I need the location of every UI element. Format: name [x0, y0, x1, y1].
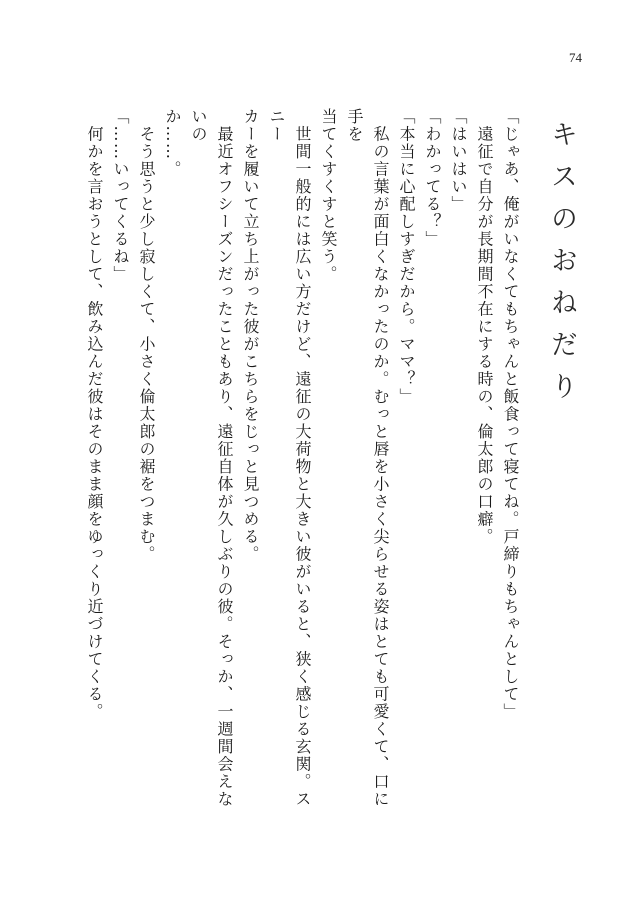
- text-line: 世間一般的には広い方だけど、遠征の大荷物と大きい彼がいると、狭く感じる玄関。スニー: [267, 108, 312, 808]
- text-line: 何かを言おうとして、飲み込んだ彼はそのまま顔をゆっくり近づけてくる。: [85, 108, 104, 721]
- chapter-title: キスのおねだり: [546, 120, 577, 414]
- text-line: 最近オフシーズンだったこともあり、遠征自体が久しぶりの彼。そっか、一週間会えないの: [189, 108, 234, 808]
- text-line: 「わかってる？」: [423, 108, 442, 248]
- text-line: カーを履いて立ち上がった彼がこちらをじっと見つめる。: [241, 108, 260, 563]
- text-line: 遠征で自分が長期間不在にする時の、倫太郎の口癖。: [475, 108, 494, 546]
- text-line: 「はいはい」: [449, 108, 468, 213]
- text-line: 当てくすくすと笑う。: [319, 108, 338, 283]
- text-line: 私の言葉が面白くなかったのか。むっと唇を小さく尖らせる姿はとても可愛くて、口に手を: [345, 108, 390, 808]
- text-line: 「本当に心配しすぎだから。ママ？」: [397, 108, 416, 406]
- body-text: [81, 108, 523, 808]
- text-line: そう思うと少し寂しくて、小さく倫太郎の裾をつまむ。: [137, 108, 156, 563]
- text-line: か……。: [163, 108, 182, 178]
- text-line: 「……いってくるね」: [111, 108, 130, 283]
- text-line: 「じゃあ、俺がいなくてもちゃんと飯食って寝てね。戸締りもちゃんとして」: [501, 108, 520, 721]
- page-number: 74: [569, 50, 582, 65]
